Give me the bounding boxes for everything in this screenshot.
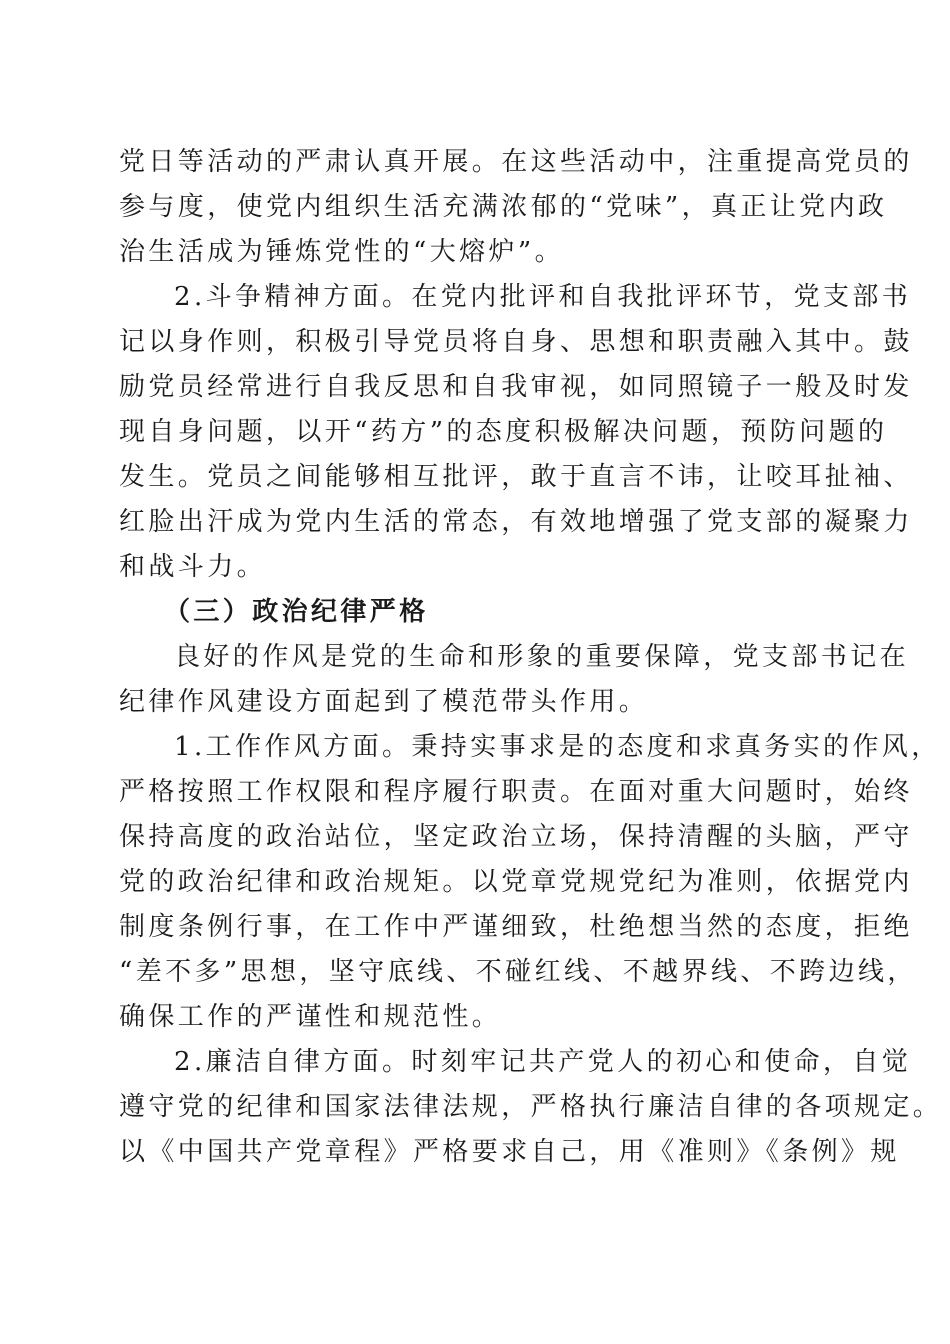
text-line: 记以身作则，积极引导党员将自身、思想和职责融入其中。鼓 — [119, 327, 913, 357]
text-line: 现自身问题，以开“药方”的态度积极解决问题，预防问题的 — [119, 417, 888, 447]
text-line: 党日等活动的严肃认真开展。在这些活动中，注重提高党员的 — [119, 147, 913, 177]
text-line: “差不多”思想，坚守底线、不碰红线、不越界线、不跨边线， — [119, 957, 917, 987]
paragraph-start-line: 2.廉洁自律方面。时刻牢记共产党人的初心和使命，自觉 — [174, 1047, 912, 1077]
text-line: 参与度，使党内组织生活充满浓郁的“党味”，真正让党内政 — [119, 192, 888, 222]
text-line: 党的政治纪律和政治规矩。以党章党规党纪为准则，依据党内 — [119, 867, 913, 897]
text-line: 发生。党员之间能够相互批评，敢于直言不讳，让咬耳扯袖、 — [119, 462, 913, 492]
text-line: 遵守党的纪律和国家法律法规，严格执行廉洁自律的各项规定。 — [119, 1092, 943, 1122]
text-line: 以《中国共产党章程》严格要求自己，用《准则》《条例》规 — [119, 1137, 900, 1167]
text-line: 保持高度的政治站位，坚定政治立场，保持清醒的头脑，严守 — [119, 822, 913, 852]
text-line: 和战斗力。 — [119, 552, 267, 582]
paragraph-start-line: 2.斗争精神方面。在党内批评和自我批评环节，党支部书 — [174, 282, 912, 312]
text-line: 励党员经常进行自我反思和自我审视，如同照镜子一般及时发 — [119, 372, 913, 402]
document-body — [119, 140, 943, 1175]
text-line: 制度条例行事，在工作中严谨细致，杜绝想当然的态度，拒绝 — [119, 912, 913, 942]
paragraph-start-line: 良好的作风是党的生命和形象的重要保障，党支部书记在 — [174, 642, 910, 672]
text-line: 治生活成为锤炼党性的“大熔炉”。 — [119, 237, 564, 267]
text-line: 红脸出汗成为党内生活的常态，有效地增强了党支部的凝聚力 — [119, 507, 913, 537]
section-heading: （三）政治纪律严格 — [164, 597, 429, 627]
text-line: 严格按照工作权限和程序履行职责。在面对重大问题时，始终 — [119, 777, 913, 807]
text-line: 确保工作的严谨性和规范性。 — [119, 1002, 502, 1032]
text-line: 纪律作风建设方面起到了模范带头作用。 — [119, 687, 649, 717]
paragraph-start-line: 1.工作作风方面。秉持实事求是的态度和求真务实的作风， — [174, 732, 941, 762]
